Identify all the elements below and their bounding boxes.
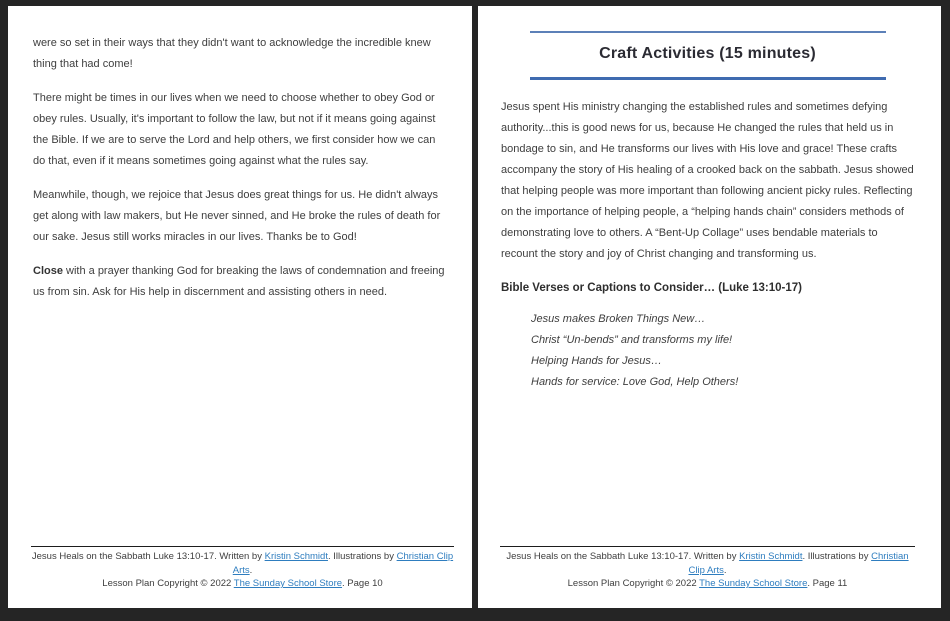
- paragraph: There might be times in our lives when we need to choose whether to obey God or obey rules. Usually, it's important to follow the law, but not if it means going against the Bible. If we are to serve the Lord and help others, we first consider how we can do that, even if it means sometimes going against what the rules say.: [33, 92, 436, 167]
- caption-item: Christ “Un-bends” and transforms my life!: [531, 334, 733, 346]
- store-link[interactable]: The Sunday School Store: [233, 578, 343, 589]
- intro-paragraph: Jesus spent His ministry changing the established rules and sometimes defying authority...this is good news for us, because He changed the rules that held us in bondage to sin, and He transforms our lives with His love and grace! These crafts accompany the story of His healing of a crooked back on the sabbath. Jesus showed that helping people was more important than following ancient picky rules. Reflecting on the importance of helping people, a “helping hands chain” considers methods of demonstrating love to others. A “Bent-Up Collage” uses bendable materials to recount the story and joy of Christ changing and transforming us.: [501, 101, 914, 260]
- footer-page-number: . Page 10: [342, 578, 383, 589]
- captions-list: [531, 309, 914, 393]
- illustrations-link[interactable]: Christian Clip Arts: [232, 551, 454, 576]
- illustrations-link[interactable]: Christian Clip Arts: [688, 551, 909, 576]
- close-lead-word: Close: [33, 265, 63, 277]
- footer-text: . Illustrations by: [327, 551, 397, 562]
- close-text: with a prayer thanking God for breaking the laws of condemnation and freeing us from sin. Ask for His help in discernment and assisting others in need.: [33, 265, 445, 298]
- footer-line-1: [31, 550, 454, 577]
- page-right-footer: [500, 546, 915, 591]
- footer-text: .: [249, 564, 253, 576]
- store-link[interactable]: The Sunday School Store: [699, 578, 808, 589]
- caption-item: Jesus makes Broken Things New…: [531, 313, 706, 325]
- section-heading: Craft Activities (15 minutes): [599, 45, 816, 62]
- footer-line-2: [500, 577, 915, 591]
- footer-text: . Illustrations by: [802, 551, 872, 562]
- page-right-body: [478, 6, 941, 393]
- paragraph: were so set in their ways that they didn't want to acknowledge the incredible knew thing that had come!: [33, 37, 431, 70]
- footer-line-1: [500, 550, 915, 577]
- page-right: [478, 6, 941, 608]
- paragraph-close: [33, 261, 448, 303]
- section-heading-block: [530, 31, 886, 80]
- footer-line-2: [31, 577, 454, 591]
- paragraph: Meanwhile, though, we rejoice that Jesus does great things for us. He didn't always get along with law makers, but He never sinned, and He broke the rules of death for our sake. Jesus still works miracles in our lives. Thanks be to God!: [33, 189, 441, 243]
- footer-text: .: [723, 564, 727, 576]
- page-left-body: [8, 6, 472, 316]
- page-left: [8, 6, 472, 608]
- page-left-footer: [31, 546, 454, 591]
- caption-item: Hands for service: Love God, Help Others!: [531, 376, 739, 388]
- footer-text: Jesus Heals on the Sabbath Luke 13:10-17. Written by: [506, 551, 740, 562]
- author-link[interactable]: Kristin Schmidt: [264, 551, 328, 562]
- footer-text: Lesson Plan Copyright © 2022: [567, 578, 700, 589]
- footer-page-number: . Page 11: [807, 578, 848, 589]
- caption-item: Helping Hands for Jesus…: [531, 355, 662, 367]
- author-link[interactable]: Kristin Schmidt: [739, 551, 803, 562]
- bible-verses-subheading: Bible Verses or Captions to Consider… (Luke 13:10-17): [501, 282, 802, 294]
- footer-text: Jesus Heals on the Sabbath Luke 13:10-17. Written by: [31, 551, 265, 562]
- footer-text: Lesson Plan Copyright © 2022: [102, 578, 234, 589]
